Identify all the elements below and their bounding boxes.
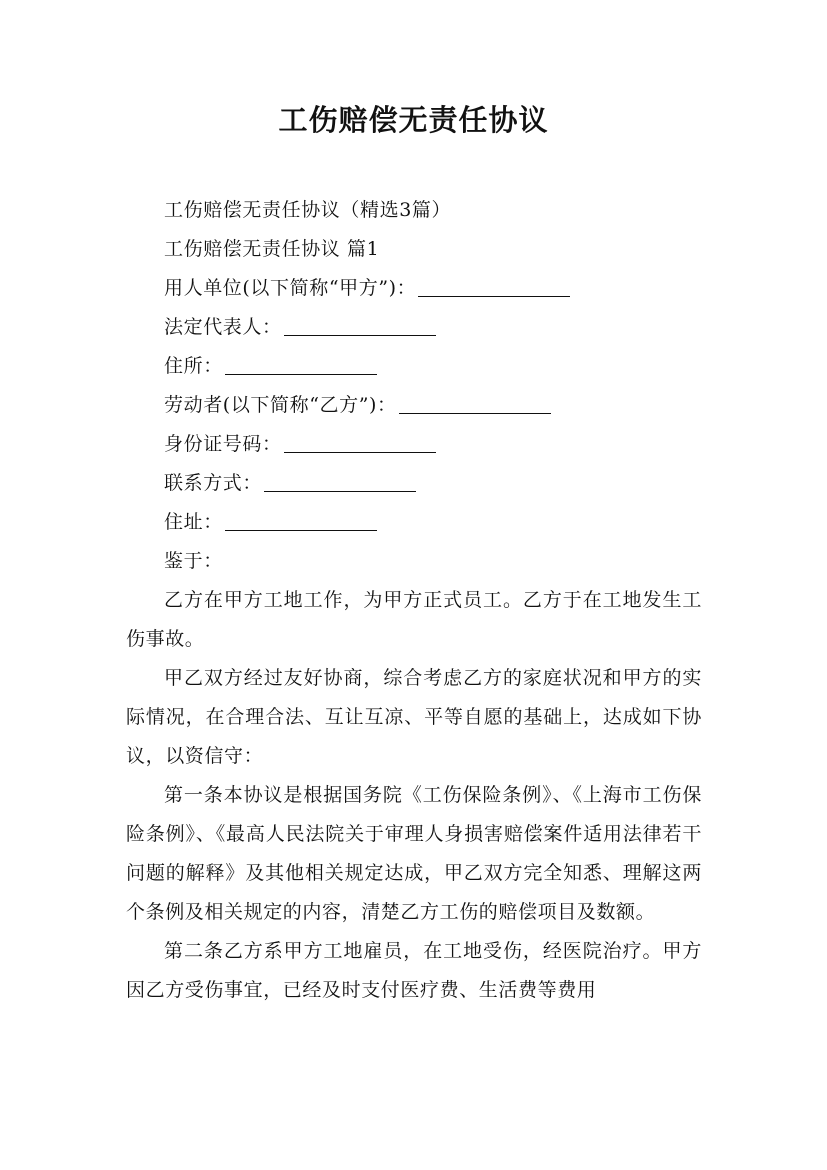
- section-heading: 工伤赔偿无责任协议 篇1: [164, 238, 380, 260]
- blank-line: [225, 511, 377, 531]
- blank-line: [264, 472, 416, 492]
- document-title: 工伤赔偿无责任协议: [278, 103, 549, 137]
- field-label: 身份证号码：: [164, 433, 282, 455]
- field-label: 劳动者(以下简称“乙方”)：: [164, 394, 397, 416]
- field-employer: [126, 269, 702, 308]
- paragraph-1: 乙方在甲方工地工作，为甲方正式员工。乙方于在工地发生工伤事故。: [126, 589, 702, 650]
- field-id-number: [126, 425, 702, 464]
- blank-line: [399, 394, 551, 414]
- paragraph-article-1: 第一条本协议是根据国务院《工伤保险条例》、《上海市工伤保险条例》、《最高人民法院关于审理人身损害赔偿案件适用法律若干问题的解释》及其他相关规定达成，甲乙双方完全知悉、理解这两个条例及相关规定的内容，清楚乙方工伤的赔偿项目及数额。: [126, 784, 702, 923]
- blank-line: [284, 433, 436, 453]
- document-body: [126, 191, 702, 1010]
- blank-line: [418, 277, 570, 297]
- paragraph-2: 甲乙双方经过友好协商，综合考虑乙方的家庭状况和甲方的实际情况，在合理合法、互让互凉、平等自愿的基础上，达成如下协议，以资信守：: [126, 667, 702, 767]
- field-label: 住所：: [164, 355, 223, 377]
- field-legal-representative: [126, 308, 702, 347]
- field-label: 住址：: [164, 511, 223, 533]
- field-address: [126, 503, 702, 542]
- field-label: 联系方式：: [164, 472, 263, 494]
- blank-line: [225, 355, 377, 375]
- field-contact: [126, 464, 702, 503]
- field-label: 用人单位(以下简称“甲方”)：: [164, 277, 417, 299]
- field-residence: [126, 347, 702, 386]
- document-subtitle: 工伤赔偿无责任协议（精选3篇）: [164, 199, 452, 221]
- field-label: 法定代表人：: [164, 316, 282, 338]
- field-worker: [126, 386, 702, 425]
- paragraph-article-2: 第二条乙方系甲方工地雇员，在工地受伤，经医院治疗。甲方因乙方受伤事宜，已经及时支付医疗费、生活费等费用: [126, 940, 702, 1001]
- blank-line: [284, 316, 436, 336]
- whereas-heading: 鉴于：: [164, 550, 223, 572]
